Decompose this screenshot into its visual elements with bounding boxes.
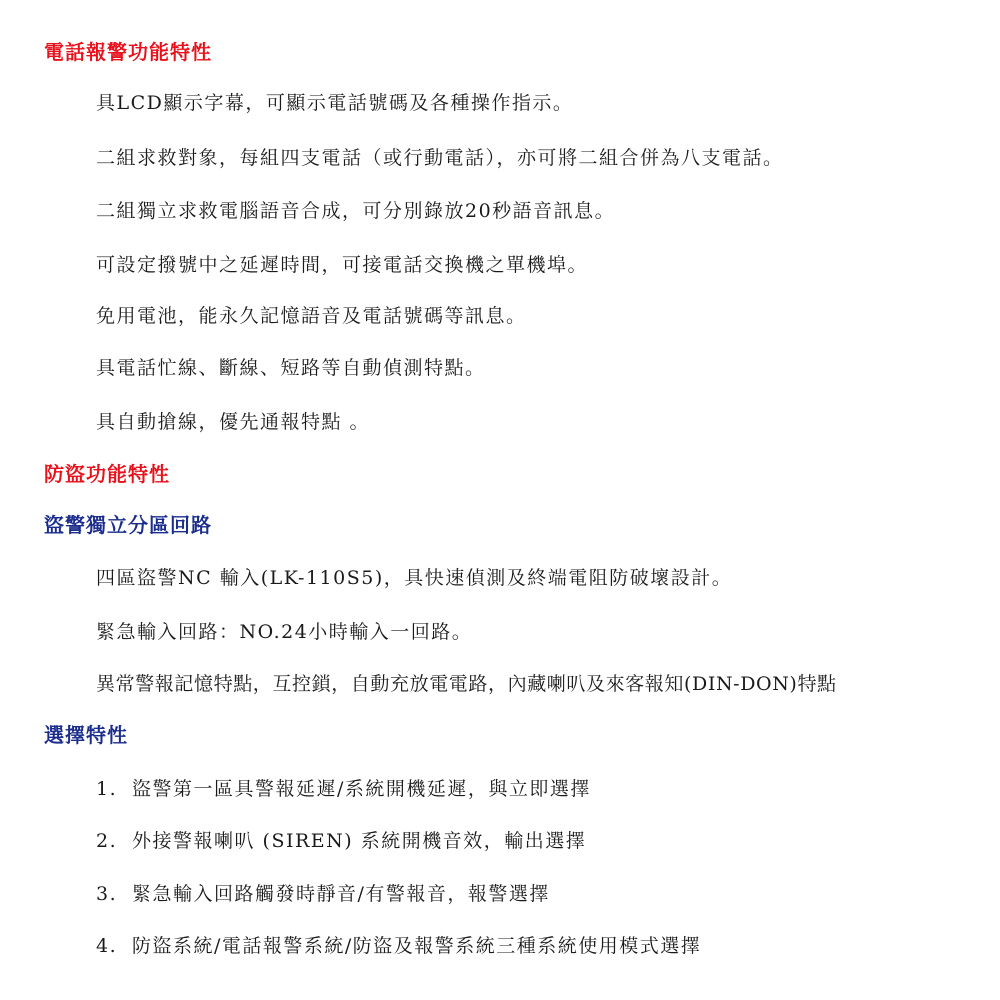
phone-alarm-line-3: 二組獨立求救電腦語音合成，可分別錄放20秒語音訊息。 [96, 200, 616, 222]
option-number: 4. [96, 935, 118, 957]
option-item [96, 777, 591, 801]
option-text: 防盜系統/電話報警系統/防盜及報警系統三種系統使用模式選擇 [132, 935, 702, 957]
option-item [96, 882, 550, 906]
option-item [96, 934, 701, 958]
option-text: 外接警報喇叭 (SIREN) 系統開機音效，輸出選擇 [132, 830, 587, 852]
phone-alarm-line-6: 具電話忙線、斷線、短路等自動偵測特點。 [96, 357, 486, 379]
phone-alarm-line-7: 具自動搶線，優先通報特點 。 [96, 411, 371, 433]
heading-phone-alarm: 電話報警功能特性 [44, 40, 212, 64]
zone-circuit-line-1: 四區盜警NC 輸入(LK-110S5)，具快速偵測及終端電阻防破壞設計。 [96, 567, 733, 589]
option-text: 緊急輸入回路觸發時靜音/有警報音，報警選擇 [132, 883, 550, 905]
heading-anti-theft: 防盜功能特性 [44, 462, 170, 486]
option-item [96, 829, 586, 853]
option-number: 2. [96, 830, 118, 852]
option-number: 1. [96, 778, 118, 800]
option-number: 3. [96, 883, 118, 905]
heading-zone-circuit: 盜警獨立分區回路 [44, 513, 212, 537]
phone-alarm-line-5: 免用電池，能永久記憶語音及電話號碼等訊息。 [96, 305, 527, 327]
zone-circuit-line-2: 緊急輸入回路：NO.24小時輸入一回路。 [96, 621, 473, 643]
zone-circuit-line-3: 異常警報記憶特點，互控鎖，自動充放電電路，內藏喇叭及來客報知(DIN-DON)特點 [96, 673, 837, 695]
phone-alarm-line-4: 可設定撥號中之延遲時間，可接電話交換機之單機埠。 [96, 254, 589, 276]
phone-alarm-line-2: 二組求救對象，每組四支電話（或行動電話），亦可將二組合併為八支電話。 [96, 147, 784, 169]
phone-alarm-line-1: 具LCD顯示字幕，可顯示電話號碼及各種操作指示。 [96, 92, 574, 114]
heading-options: 選擇特性 [44, 723, 128, 747]
option-text: 盜警第一區具警報延遲/系統開機延遲，與立即選擇 [132, 778, 591, 800]
